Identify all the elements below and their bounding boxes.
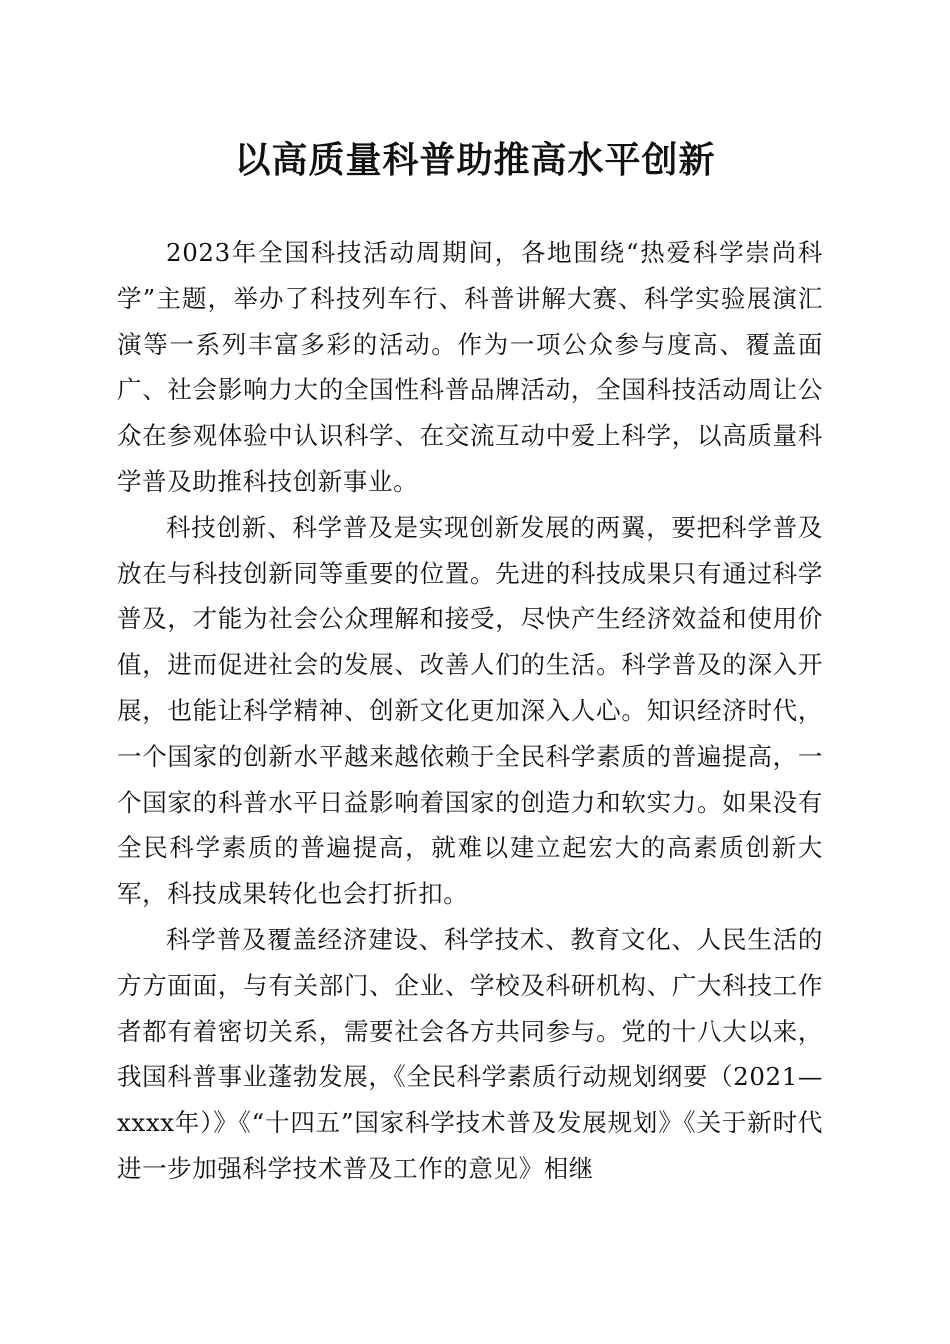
paragraph-3: 科学普及覆盖经济建设、科学技术、教育文化、人民生活的方方面面，与有关部门、企业、学校及科研机构、广大科技工作者都有着密切关系，需要社会各方共同参与。党的十八大以来，我国科普事业蓬勃发展，《全民科学素质行动规划纲要（2021—xxxx年）》《“十四五”国家科学技术普及发展规划》《关于新时代进一步加强科学技术普及工作的意见》相继 [117,924,823,1183]
paragraph-2: 科技创新、科学普及是实现创新发展的两翼，要把科学普及放在与科技创新同等重要的位置。先进的科技成果只有通过科学普及，才能为社会公众理解和接受，尽快产生经济效益和使用价值，进而促进社会的发展、改善人们的生活。科学普及的深入开展，也能让科学精神、创新文化更加深入人心。知识经济时代，一个国家的创新水平越来越依赖于全民科学素质的普遍提高，一个国家的科普水平日益影响着国家的创造力和软实力。如果没有全民科学素质的普遍提高，就难以建立起宏大的高素质创新大军，科技成果转化也会打折扣。 [117,512,823,909]
document-body [117,230,823,1192]
paragraph-1: 2023年全国科技活动周期间，各地围绕“热爱科学崇尚科学”主题，举办了科技列车行、科普讲解大赛、科学实验展演汇演等一系列丰富多彩的活动。作为一项公众参与度高、覆盖面广、社会影响力大的全国性科普品牌活动，全国科技活动周让公众在参观体验中认识科学、在交流互动中爱上科学，以高质量科学普及助推科技创新事业。 [117,238,823,496]
document-title: 以高质量科普助推高水平创新 [234,139,716,181]
